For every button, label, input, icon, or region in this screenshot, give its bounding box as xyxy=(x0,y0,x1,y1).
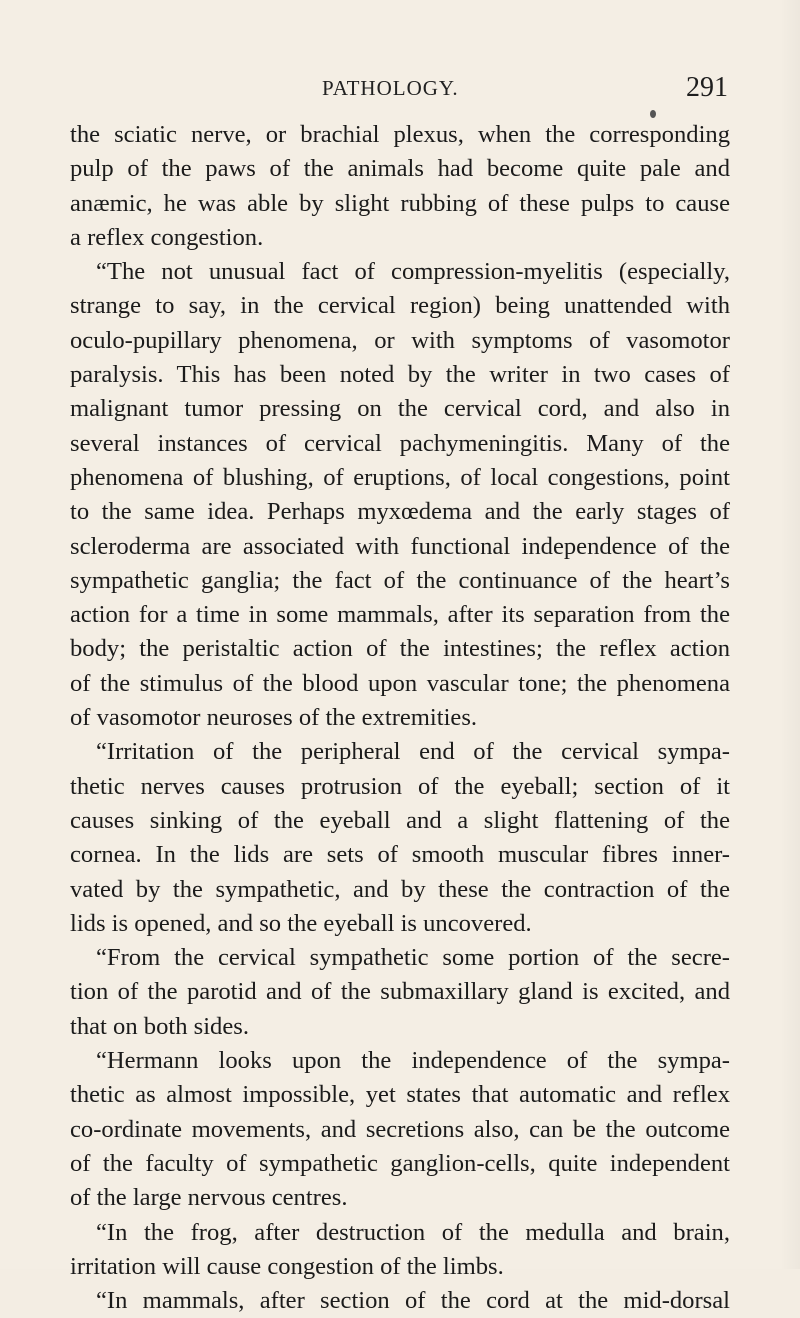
text-line: several instances of cervical pachymeningitis. Many of the xyxy=(70,429,730,457)
text-line: “From the cervical sympathetic some portion of the secre- xyxy=(96,944,730,972)
text-line: malignant tumor pressing on the cervical cord, and also in xyxy=(70,395,730,423)
text-line: co-ordinate movements, and secretions also, can be the outcome xyxy=(70,1115,730,1143)
text-line: “Irritation of the peripheral end of the cervical sympa- xyxy=(96,738,730,766)
text-line: of the stimulus of the blood upon vascular tone; the phenomena xyxy=(70,669,730,697)
text-line: irritation will cause congestion of the limbs. xyxy=(70,1252,504,1280)
text-line: sympathetic ganglia; the fact of the continuance of the heart’s xyxy=(70,566,730,594)
text-line: thetic nerves causes protrusion of the eyeball; section of it xyxy=(70,772,730,800)
text-line: action for a time in some mammals, after its separation from the xyxy=(70,601,730,629)
text-line: causes sinking of the eyeball and a slight flattening of the xyxy=(70,806,730,834)
text-line: a reflex congestion. xyxy=(70,223,264,251)
text-line: paralysis. This has been noted by the writer in two cases of xyxy=(70,361,730,389)
text-line: cornea. In the lids are sets of smooth muscular fibres inner- xyxy=(70,841,730,869)
text-line: scleroderma are associated with functional independence of the xyxy=(70,532,730,560)
text-line: “Hermann looks upon the independence of the sympa- xyxy=(96,1047,730,1075)
text-line: lids is opened, and so the eyeball is uncovered. xyxy=(70,909,532,937)
text-line: that on both sides. xyxy=(70,1012,249,1040)
ink-speck xyxy=(650,110,656,118)
text-line: the sciatic nerve, or brachial plexus, when the corresponding xyxy=(70,121,730,148)
text-line: pulp of the paws of the animals had become quite pale and xyxy=(70,155,730,183)
text-line: of the large nervous centres. xyxy=(70,1184,348,1212)
text-line: strange to say, in the cervical region) being unattended with xyxy=(70,292,730,320)
text-line: of the faculty of sympathetic ganglion-cells, quite independent xyxy=(70,1149,730,1177)
text-line: of vasomotor neuroses of the extremities. xyxy=(70,704,478,732)
text-line: “The not unusual fact of compression-myelitis (especially, xyxy=(96,258,730,286)
running-head: PATHOLOGY. xyxy=(322,76,459,100)
text-line: “In the frog, after destruction of the medulla and brain, xyxy=(96,1218,730,1246)
text-line: body; the peristaltic action of the intestines; the reflex action xyxy=(70,635,730,663)
text-line: thetic as almost impossible, yet states that automatic and reflex xyxy=(70,1081,730,1109)
text-line: vated by the sympathetic, and by these the contraction of the xyxy=(70,875,730,903)
page-header xyxy=(0,72,800,112)
body-text xyxy=(70,118,730,1318)
text-line: anæmic, he was able by slight rubbing of these pulps to cause xyxy=(70,189,730,217)
text-line: “In mammals, after section of the cord at the mid-dorsal xyxy=(96,1287,730,1315)
page-edge-shadow xyxy=(780,0,800,1269)
text-line: tion of the parotid and of the submaxillary gland is excited, and xyxy=(70,978,730,1006)
text-line: to the same idea. Perhaps myxœdema and the early stages of xyxy=(70,498,730,526)
text-line: phenomena of blushing, of eruptions, of local congestions, point xyxy=(70,463,730,491)
text-line: oculo-pupillary phenomena, or with symptoms of vasomotor xyxy=(70,326,730,354)
page-number: 291 xyxy=(686,72,728,103)
